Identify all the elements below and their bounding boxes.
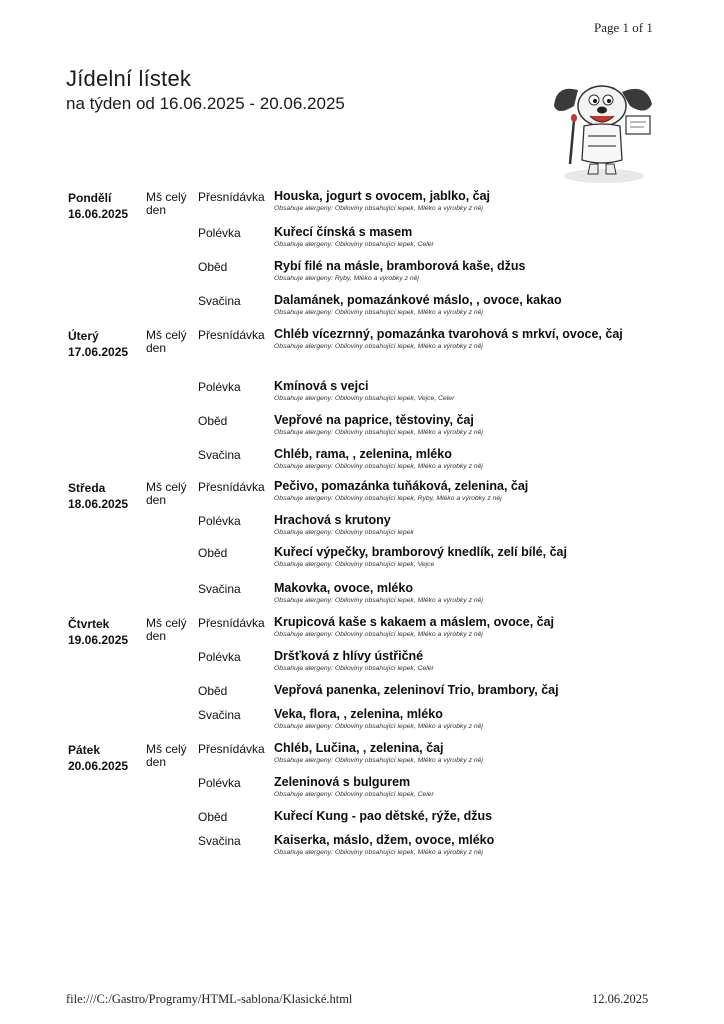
meal-type: Svačina <box>198 834 241 848</box>
attendance-note: Mš celý den <box>146 616 187 643</box>
day-name: Středa <box>68 481 106 495</box>
day-name: Čtvrtek <box>68 617 110 631</box>
week-range: na týden od 16.06.2025 - 20.06.2025 <box>66 94 345 113</box>
meal-type: Svačina <box>198 448 241 462</box>
page-number: Page 1 of 1 <box>594 20 653 35</box>
meal-snack-morning <box>66 478 646 512</box>
allergens-note: Obsahuje alergeny: Obiloviny obsahující lepek, Mléko a výrobky z něj <box>274 849 483 856</box>
allergens-note: Obsahuje alergeny: Obiloviny obsahující lepek, Ryby, Mléko a výrobky z něj <box>274 495 502 502</box>
meal-snack-afternoon <box>66 706 646 740</box>
day-tuesday <box>66 326 646 478</box>
dish-name: Pečivo, pomazánka tuňáková, zelenina, čaj <box>274 479 529 493</box>
meal-type: Polévka <box>198 380 241 394</box>
dish-name: Dršťková z hlívy ústřičné <box>274 649 424 663</box>
meal-snack-morning <box>66 740 646 774</box>
meal-snack-morning <box>66 614 646 648</box>
attendance-note: Mš celý den <box>146 480 187 507</box>
meal-snack-afternoon <box>66 446 646 478</box>
meal-type: Polévka <box>198 514 241 528</box>
allergens-note: Obsahuje alergeny: Obiloviny obsahující lepek, Mléko a výrobky z něj <box>274 463 483 470</box>
day-date: 17.06.2025 <box>68 345 129 359</box>
allergens-note: Obsahuje alergeny: Obiloviny obsahující lepek, Mléko a výrobky z něj <box>274 597 483 604</box>
meal-type: Svačina <box>198 582 241 596</box>
print-date: 12.06.2025 <box>592 992 649 1006</box>
meal-snack-morning <box>66 326 646 378</box>
attendance-note: Mš celý den <box>146 190 187 217</box>
allergens-note: Obsahuje alergeny: Obiloviny obsahující lepek, Mléko a výrobky z něj <box>274 429 483 436</box>
meal-soup <box>66 648 646 682</box>
meal-type: Polévka <box>198 650 241 664</box>
dish-name: Vepřová panenka, zeleninoví Trio, brambory, čaj <box>274 683 559 697</box>
dish-name: Makovka, ovoce, mléko <box>274 581 413 595</box>
meal-type: Oběd <box>198 414 228 428</box>
dish-name: Kaiserka, máslo, džem, ovoce, mléko <box>274 833 495 847</box>
file-path: file:///C:/Gastro/Programy/HTML-sablona/Klasické.html <box>66 992 353 1006</box>
dish-name: Kuřecí Kung - pao dětské, rýže, džus <box>274 809 493 823</box>
meal-type: Oběd <box>198 684 228 698</box>
meal-snack-afternoon <box>66 832 646 866</box>
day-name: Pátek <box>68 743 101 757</box>
day-name: Úterý <box>68 329 99 343</box>
meal-soup <box>66 224 646 258</box>
allergens-note: Obsahuje alergeny: Obiloviny obsahující lepek, Vejce <box>274 561 435 568</box>
allergens-note: Obsahuje alergeny: Obiloviny obsahující lepek <box>274 529 414 536</box>
meal-soup <box>66 512 646 544</box>
allergens-note: Obsahuje alergeny: Obiloviny obsahující lepek, Mléko a výrobky z něj <box>274 723 483 730</box>
dish-name: Dalamánek, pomazánkové máslo, , ovoce, kakao <box>274 293 562 307</box>
weekly-menu <box>66 188 646 866</box>
allergens-note: Obsahuje alergeny: Obiloviny obsahující lepek, Mléko a výrobky z něj <box>274 631 483 638</box>
attendance-note: Mš celý den <box>146 328 187 355</box>
dish-name: Kuřecí čínská s masem <box>274 225 413 239</box>
day-wednesday <box>66 478 646 614</box>
dog-mascot-logo <box>548 76 666 186</box>
allergens-note: Obsahuje alergeny: Obiloviny obsahující lepek, Vejce, Celer <box>274 395 455 402</box>
dish-name: Kmínová s vejci <box>274 379 369 393</box>
dish-name: Chléb vícezrnný, pomazánka tvarohová s mrkví, ovoce, čaj <box>274 327 623 341</box>
day-date: 19.06.2025 <box>68 633 129 647</box>
dish-name: Hrachová s krutony <box>274 513 391 527</box>
dish-name: Veka, flora, , zelenina, mléko <box>274 707 443 721</box>
meal-soup <box>66 378 646 412</box>
meal-lunch <box>66 682 646 706</box>
dish-name: Chléb, rama, , zelenina, mléko <box>274 447 452 461</box>
meal-lunch <box>66 808 646 832</box>
page-title: Jídelní lístek <box>66 66 192 91</box>
meal-soup <box>66 774 646 808</box>
dish-name: Kuřecí výpečky, bramborový knedlík, zelí bílé, čaj <box>274 545 567 559</box>
day-date: 18.06.2025 <box>68 497 129 511</box>
allergens-note: Obsahuje alergeny: Obiloviny obsahující lepek, Mléko a výrobky z něj <box>274 205 483 212</box>
meal-type: Přesnídávka <box>198 190 265 204</box>
meal-type: Oběd <box>198 260 228 274</box>
meal-type: Oběd <box>198 546 228 560</box>
day-thursday <box>66 614 646 740</box>
meal-snack-afternoon <box>66 580 646 614</box>
dish-name: Zeleninová s bulgurem <box>274 775 411 789</box>
meal-snack-morning <box>66 188 646 224</box>
meal-lunch <box>66 544 646 580</box>
meal-type: Přesnídávka <box>198 480 265 494</box>
day-name: Pondělí <box>68 191 112 205</box>
meal-type: Polévka <box>198 226 241 240</box>
day-date: 20.06.2025 <box>68 759 129 773</box>
allergens-note: Obsahuje alergeny: Obiloviny obsahující lepek, Celer <box>274 791 434 798</box>
dish-name: Chléb, Lučina, , zelenina, čaj <box>274 741 444 755</box>
allergens-note: Obsahuje alergeny: Obiloviny obsahující lepek, Celer <box>274 241 434 248</box>
allergens-note: Obsahuje alergeny: Obiloviny obsahující lepek, Mléko a výrobky z něj <box>274 343 483 350</box>
meal-lunch <box>66 258 646 292</box>
meal-type: Přesnídávka <box>198 616 265 630</box>
day-friday <box>66 740 646 866</box>
dish-name: Krupicová kaše s kakaem a máslem, ovoce, čaj <box>274 615 555 629</box>
allergens-note: Obsahuje alergeny: Obiloviny obsahující lepek, Mléko a výrobky z něj <box>274 757 483 764</box>
meal-type: Oběd <box>198 810 228 824</box>
allergens-note: Obsahuje alergeny: Obiloviny obsahující lepek, Mléko a výrobky z něj <box>274 309 483 316</box>
allergens-note: Obsahuje alergeny: Ryby, Mléko a výrobky z něj <box>274 275 419 282</box>
meal-type: Svačina <box>198 708 241 722</box>
allergens-note: Obsahuje alergeny: Obiloviny obsahující lepek, Celer <box>274 665 434 672</box>
dish-name: Vepřové na paprice, těstoviny, čaj <box>274 413 474 427</box>
dish-name: Rybí filé na másle, bramborová kaše, džus <box>274 259 526 273</box>
meal-type: Svačina <box>198 294 241 308</box>
meal-type: Přesnídávka <box>198 328 265 342</box>
dish-name: Houska, jogurt s ovocem, jablko, čaj <box>274 189 491 203</box>
day-date: 16.06.2025 <box>68 207 129 221</box>
meal-type: Přesnídávka <box>198 742 265 756</box>
day-monday <box>66 188 646 326</box>
meal-type: Polévka <box>198 776 241 790</box>
meal-lunch <box>66 412 646 446</box>
attendance-note: Mš celý den <box>146 742 187 769</box>
meal-snack-afternoon <box>66 292 646 326</box>
